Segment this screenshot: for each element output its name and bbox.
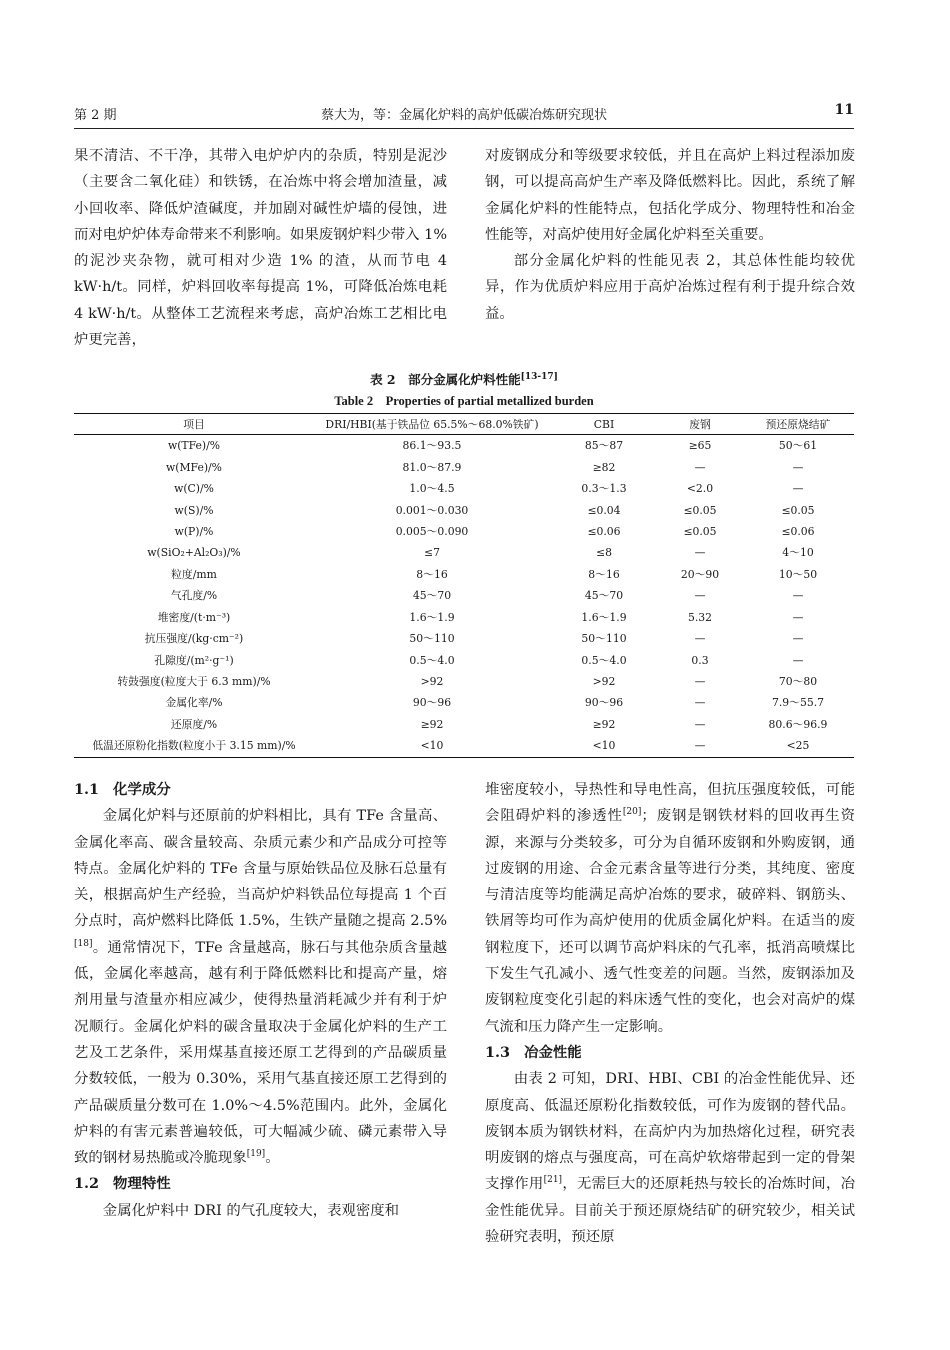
value-cell: 90～96: [412, 696, 452, 710]
table-row: [74, 671, 854, 692]
paragraph: 果不清洁、不干净，其带入电炉炉内的杂质，特别是泥沙（主要含二氧化硅）和铁锈，在冶炼中将会增加渣量，减小回收率、降低炉渣碱度，并加剧对碱性炉墙的侵蚀，进而对电炉炉体寿命带来不利影响。如果废钢炉料少带入 1% 的泥沙夹杂物，就可相对少造 1% 的渣，从而节电 4 kW·h/t。同样，炉料回收率每提高 1%，可降低冶炼电耗 4 kW·h/t。从整体工艺流程来考虑，高炉冶炼工艺相比电炉更完善，: [74, 148, 447, 349]
value-cell: <2.0: [686, 482, 714, 496]
value-cell: —: [694, 675, 706, 689]
value-cell: 50～61: [778, 439, 818, 453]
value-cell: 85～87: [584, 439, 624, 453]
header-cell: 废钢: [658, 414, 742, 435]
row-label-cell: 气孔度/%: [170, 589, 218, 603]
value-cell: ≥82: [592, 460, 616, 474]
paragraph: 堆密度较小，导热性和导电性高，但抗压强度较低，可能会阻碍炉料的渗透性[20]；废钢是钢铁材料的回收再生资源，来源与分类较多，可分为自循环废钢和外购废钢，通过废钢的用途、合金元素含量等进行分类，其纯度、密度与清洁度等均能满足高炉冶炼的要求，破碎料、钢筋头、铁屑等均可作为高炉使用的优质金属化炉料。在适当的废钢粒度下，还可以调节高炉料床的气孔率，抵消高喷煤比下发生气孔减小、透气性变差的问题。当然，废钢添加及废钢粒度变化引起的料床透气性的变化，也会对高炉的煤气流和压力降产生一定影响。: [485, 782, 855, 1035]
value-cell: ≤0.05: [781, 503, 815, 517]
paragraph: 由表 2 可知，DRI、HBI、CBI 的冶金性能优异、还原度高、低温还原粉化指数较低，可作为废钢的替代品。废钢本质为钢铁材料，在高炉内为加热熔化过程，研究表明废钢的熔点与强度高，可在高炉软熔带起到一定的骨架支撑作用[21]，无需巨大的还原耗热与较长的冶炼时间，冶金性能优异。目前关于预还原烧结矿的研究较少，相关试验研究表明，预还原: [485, 1071, 855, 1246]
section-heading-1-2: 1.2 物理特性: [74, 1175, 171, 1193]
value-cell: —: [694, 717, 706, 731]
header-cell: 预还原烧结矿: [742, 414, 854, 435]
row-label-cell: 孔隙度/(m²·g⁻¹): [154, 653, 234, 667]
row-label-cell: w(SiO₂+Al₂O₃)/%: [147, 546, 241, 560]
paragraph: 对废钢成分和等级要求较低，并且在高炉上料过程添加废钢，可以提高高炉生产率及降低燃料比。因此，系统了解金属化炉料的性能特点，包括化学成分、物理特性和冶金性能等，对高炉使用好金属化炉料至关重要。: [485, 148, 855, 243]
value-cell: 5.32: [687, 610, 713, 624]
table-row: [74, 564, 854, 585]
table-header-row: [74, 414, 854, 435]
row-label-cell: 转鼓强度(粒度大于 6.3 mm)/%: [117, 675, 271, 689]
table-row: [74, 521, 854, 542]
value-cell: 50～110: [409, 632, 455, 646]
value-cell: —: [694, 632, 706, 646]
table-row: [74, 692, 854, 713]
value-cell: 8～16: [588, 567, 620, 581]
paragraph: 金属化炉料中 DRI 的气孔度较大，表观密度和: [102, 1202, 400, 1219]
paragraph: 部分金属化炉料的性能见表 2，其总体性能均较优异，作为优质炉料应用于高炉冶炼过程有利于提升综合效益。: [485, 253, 855, 322]
value-cell: 0.005～0.090: [395, 524, 469, 538]
value-cell: 0.5～4.0: [409, 653, 455, 667]
value-cell: —: [792, 610, 804, 624]
value-cell: ≤0.04: [587, 503, 621, 517]
value-cell: ≥65: [688, 439, 712, 453]
bottom-left-column: [74, 777, 447, 1224]
value-cell: 10～50: [778, 567, 818, 581]
value-cell: 0.5～4.0: [581, 653, 627, 667]
value-cell: —: [792, 589, 804, 603]
value-cell: —: [694, 460, 706, 474]
table-row: [74, 456, 854, 477]
value-cell: ≤0.05: [683, 503, 717, 517]
value-cell: ≤8: [596, 546, 612, 560]
header-cell: DRI/HBI(基于铁品位 65.5%～68.0%铁矿): [314, 414, 550, 435]
value-cell: —: [792, 653, 804, 667]
row-label-cell: w(P)/%: [174, 524, 214, 538]
value-cell: —: [694, 589, 706, 603]
table-row: [74, 628, 854, 649]
value-cell: —: [792, 482, 804, 496]
value-cell: —: [694, 696, 706, 710]
table-row: [74, 499, 854, 520]
row-label-cell: 抗压强度/(kg·cm⁻²): [144, 632, 244, 646]
value-cell: >92: [592, 675, 616, 689]
page-number: 11: [834, 102, 854, 118]
value-cell: ≥92: [420, 717, 444, 731]
table-caption-en: Table 2 Properties of partial metallized burden: [334, 394, 594, 408]
value-cell: 7.9～55.7: [771, 696, 824, 710]
value-cell: <25: [742, 735, 854, 757]
value-cell: 50～110: [581, 632, 627, 646]
table-row: [74, 478, 854, 499]
value-cell: 70～80: [778, 675, 818, 689]
value-cell: 45～70: [584, 589, 624, 603]
row-label-cell: 粒度/mm: [171, 567, 217, 581]
value-cell: 20～90: [680, 567, 720, 581]
value-cell: —: [792, 460, 804, 474]
value-cell: 1.6～1.9: [409, 610, 455, 624]
value-cell: <10: [550, 735, 658, 757]
top-right-column: [485, 143, 855, 327]
table-row: [74, 607, 854, 628]
header-cell: 项目: [74, 414, 314, 435]
running-title: 蔡大为，等：金属化炉料的高炉低碳冶炼研究现状: [320, 108, 607, 123]
row-label-cell: 金属化率/%: [165, 696, 223, 710]
table-row: [74, 542, 854, 563]
top-left-column: [74, 143, 447, 353]
value-cell: 80.6～96.9: [768, 717, 828, 731]
value-cell: 45～70: [412, 589, 452, 603]
value-cell: ≤0.06: [781, 524, 815, 538]
row-label-cell: w(C)/%: [174, 482, 214, 496]
header-cell: CBI: [550, 414, 658, 435]
paragraph: 金属化炉料与还原前的炉料相比，具有 TFe 含量高、金属化率高、碳含量较高、杂质元素少和产品成分可控等特点。金属化炉料的 TFe 含量与原始铁品位及脉石总量有关，根据高炉生产经验，当高炉炉料铁品位每提高 1 个百分点时，高炉燃料比降低 1.5%，生铁产量随之提高 2.5%[18]。通常情况下，TFe 含量越高，脉石与其他杂质含量越低，金属化率越高，越有利于降低燃料比和提高产量，熔剂用量与渣量亦相应减少，使得热量消耗减少并有利于炉况顺行。金属化炉料的碳含量取决于金属化炉料的生产工艺及工艺条件，采用煤基直接还原工艺得到的产品碳质量分数较低，一般为 0.30%，采用气基直接还原工艺得到的产品碳质量分数可在 1.0%～4.5%范围内。此外，金属化炉料的有害元素普遍较低，可大幅减少硫、磷元素带入导致的钢材易热脆或冷脆现象[19]。: [74, 808, 447, 1167]
value-cell: ≤7: [424, 546, 440, 560]
section-heading-1-1: 1.1 化学成分: [74, 781, 171, 798]
value-cell: —: [658, 735, 742, 757]
value-cell: ≤0.05: [683, 524, 717, 538]
value-cell: <10: [314, 735, 550, 757]
value-cell: 8～16: [416, 567, 448, 581]
value-cell: 4～10: [782, 546, 814, 560]
header-rule: [74, 128, 854, 129]
table-row: [74, 585, 854, 606]
row-label-cell: 堆密度/(t·m⁻³): [157, 610, 231, 624]
value-cell: 0.3～1.3: [581, 482, 627, 496]
value-cell: >92: [420, 675, 444, 689]
value-cell: 81.0～87.9: [402, 460, 462, 474]
row-label-cell: 还原度/%: [170, 717, 218, 731]
section-heading-1-3: 1.3 冶金性能: [485, 1043, 582, 1061]
table-row: [74, 735, 854, 757]
value-cell: 86.1～93.5: [402, 439, 462, 453]
value-cell: —: [792, 632, 804, 646]
value-cell: 1.6～1.9: [581, 610, 627, 624]
table-row: [74, 649, 854, 670]
table-row: [74, 435, 854, 457]
value-cell: ≤0.06: [587, 524, 621, 538]
value-cell: 0.001～0.030: [395, 503, 469, 517]
page-header: [74, 100, 854, 130]
row-label-cell: 低温还原粉化指数(粒度小于 3.15 mm)/%: [74, 735, 314, 757]
properties-table: [74, 413, 854, 758]
value-cell: 90～96: [584, 696, 624, 710]
value-cell: ≥92: [592, 717, 616, 731]
row-label-cell: w(S)/%: [174, 503, 214, 517]
table-row: [74, 714, 854, 735]
value-cell: 1.0～4.5: [409, 482, 455, 496]
issue-number: 第 2 期: [74, 108, 117, 123]
row-label-cell: w(TFe)/%: [167, 439, 221, 453]
bottom-right-column: [485, 777, 855, 1250]
value-cell: —: [694, 546, 706, 560]
value-cell: 0.3: [691, 653, 709, 667]
table-caption-cn: 表 2 部分金属化炉料性能[13-17]: [370, 371, 558, 387]
row-label-cell: w(MFe)/%: [166, 460, 222, 474]
